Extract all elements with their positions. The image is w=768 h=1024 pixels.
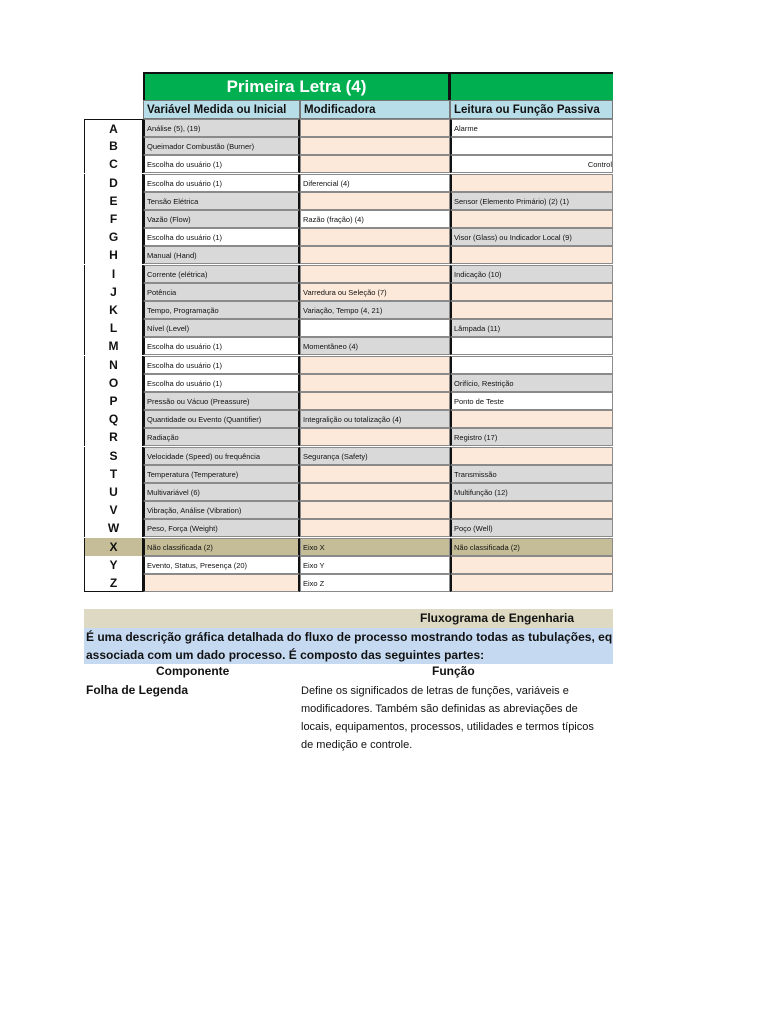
table-cell xyxy=(143,574,300,592)
row-letter-l: L xyxy=(84,319,143,337)
table-cell: Peso, Força (Weight) xyxy=(143,519,300,537)
table-cell: Pressão ou Vácuo (Preassure) xyxy=(143,392,300,410)
row-letter-u: U xyxy=(84,483,143,501)
column-header-readout: Leitura ou Função Passiva xyxy=(450,100,613,119)
table-cell: Queimador Combustão (Burner) xyxy=(143,137,300,155)
table-cell: Control xyxy=(450,155,613,173)
table-cell: Não classificada (2) xyxy=(450,538,613,556)
table-cell: Sensor (Elemento Primário) (2) (1) xyxy=(450,192,613,210)
table-cell xyxy=(300,228,450,246)
section-title: Fluxograma de Engenharia xyxy=(420,611,575,625)
row-letter-x: X xyxy=(84,538,143,556)
table-cell xyxy=(450,283,613,301)
table-cell xyxy=(450,501,613,519)
table-cell: Manual (Hand) xyxy=(143,246,300,264)
table-cell xyxy=(300,319,450,337)
table-cell: Multifunção (12) xyxy=(450,483,613,501)
table-cell: Transmissão xyxy=(450,465,613,483)
table-cell: Não classificada (2) xyxy=(143,538,300,556)
row-letter-s: S xyxy=(84,447,143,465)
column-header-modifier: Modificadora xyxy=(300,100,450,119)
table-cell xyxy=(450,410,613,428)
table-cell: Multivariável (6) xyxy=(143,483,300,501)
table-cell: Varredura ou Seleção (7) xyxy=(300,283,450,301)
table-cell xyxy=(450,356,613,374)
row-letter-n: N xyxy=(84,356,143,374)
row-letter-k: K xyxy=(84,301,143,319)
row-letter-b: B xyxy=(84,137,143,155)
row-letter-z: Z xyxy=(84,574,143,592)
table-cell xyxy=(300,192,450,210)
section-description xyxy=(84,628,613,664)
row-letter-a: A xyxy=(84,119,143,137)
table-cell: Lâmpada (11) xyxy=(450,319,613,337)
row-letter-p: P xyxy=(84,392,143,410)
table-cell xyxy=(300,246,450,264)
table-cell: Escolha do usuário (1) xyxy=(143,228,300,246)
table-cell: Registro (17) xyxy=(450,428,613,446)
row-letter-q: Q xyxy=(84,410,143,428)
row-letter-m: M xyxy=(84,337,143,355)
table-cell xyxy=(300,519,450,537)
table-cell xyxy=(450,337,613,355)
table-cell: Corrente (elétrica) xyxy=(143,265,300,283)
table-cell: Eixo X xyxy=(300,538,450,556)
table-cell xyxy=(300,374,450,392)
second-header-cell xyxy=(451,74,613,100)
row-letter-t: T xyxy=(84,465,143,483)
table-cell: Indicação (10) xyxy=(450,265,613,283)
legend-sheet-name: Folha de Legenda xyxy=(86,683,189,697)
table-cell: Radiação xyxy=(143,428,300,446)
column-header-variable: Variável Medida ou Inicial xyxy=(143,100,300,119)
table-cell xyxy=(300,501,450,519)
table-cell: Diferencial (4) xyxy=(300,174,450,192)
table-cell: Análise (5), (19) xyxy=(143,119,300,137)
table-cell xyxy=(300,265,450,283)
table-cell: Integralição ou totalização (4) xyxy=(300,410,450,428)
row-letter-o: O xyxy=(84,374,143,392)
table-cell: Potência xyxy=(143,283,300,301)
table-cell: Orifício, Restrição xyxy=(450,374,613,392)
row-letter-v: V xyxy=(84,501,143,519)
section-title-band xyxy=(84,609,613,628)
table-cell xyxy=(450,246,613,264)
table-cell: Eixo Y xyxy=(300,556,450,574)
row-letter-g: G xyxy=(84,228,143,246)
table-cell xyxy=(450,137,613,155)
table-cell: Visor (Glass) ou Indicador Local (9) xyxy=(450,228,613,246)
table-cell: Ponto de Teste xyxy=(450,392,613,410)
table-cell xyxy=(450,174,613,192)
table-cell xyxy=(300,119,450,137)
table-cell: Escolha do usuário (1) xyxy=(143,337,300,355)
table-cell: Vibração, Análise (Vibration) xyxy=(143,501,300,519)
row-letter-r: R xyxy=(84,428,143,446)
legend-sheet-function: Define os significados de letras de funções, variáveis e modificadores. Também são definidas as abreviações de locais, equipamentos, processos, utilidades e termos típicos de medição e controle. xyxy=(301,685,594,751)
table-cell xyxy=(300,428,450,446)
first-letter-header: Primeira Letra (4) xyxy=(145,74,448,100)
description-line-2: associada com um dado processo. É composto das seguintes partes: xyxy=(86,648,485,662)
table-cell xyxy=(300,392,450,410)
table-cell xyxy=(300,137,450,155)
table-cell xyxy=(300,465,450,483)
table-cell: Tensão Elétrica xyxy=(143,192,300,210)
row-letter-h: H xyxy=(84,246,143,264)
table-cell: Vazão (Flow) xyxy=(143,210,300,228)
table-cell: Escolha do usuário (1) xyxy=(143,155,300,173)
table-cell xyxy=(450,556,613,574)
table-cell: Segurança (Safety) xyxy=(300,447,450,465)
row-letter-i: I xyxy=(84,265,143,283)
component-header: Componente xyxy=(156,664,230,678)
table-cell: Temperatura (Temperature) xyxy=(143,465,300,483)
table-cell: Escolha do usuário (1) xyxy=(143,374,300,392)
table-cell: Variação, Tempo (4, 21) xyxy=(300,301,450,319)
function-header: Função xyxy=(432,664,475,678)
row-letter-c: C xyxy=(84,155,143,173)
table-cell: Velocidade (Speed) ou frequência xyxy=(143,447,300,465)
table-cell: Alarme xyxy=(450,119,613,137)
table-cell xyxy=(300,155,450,173)
table-cell: Nível (Level) xyxy=(143,319,300,337)
table-cell: Momentâneo (4) xyxy=(300,337,450,355)
table-cell: Escolha do usuário (1) xyxy=(143,174,300,192)
table-cell: Quantidade ou Evento (Quantifier) xyxy=(143,410,300,428)
row-letter-d: D xyxy=(84,174,143,192)
row-letter-e: E xyxy=(84,192,143,210)
row-letter-w: W xyxy=(84,519,143,537)
table-cell: Evento, Status, Presença (20) xyxy=(143,556,300,574)
row-letter-j: J xyxy=(84,283,143,301)
table-cell xyxy=(450,447,613,465)
table-cell: Escolha do usuário (1) xyxy=(143,356,300,374)
table-cell xyxy=(300,483,450,501)
description-line-1: É uma descrição gráfica detalhada do fluxo de processo mostrando todas as tubulações, eq xyxy=(86,630,613,644)
table-cell: Razão (fração) (4) xyxy=(300,210,450,228)
table-cell: Eixo Z xyxy=(300,574,450,592)
row-letter-y: Y xyxy=(84,556,143,574)
table-cell xyxy=(450,301,613,319)
table-cell xyxy=(450,210,613,228)
table-cell: Tempo, Programação xyxy=(143,301,300,319)
table-cell: Poço (Well) xyxy=(450,519,613,537)
table-cell xyxy=(300,356,450,374)
table-cell xyxy=(450,574,613,592)
row-letter-f: F xyxy=(84,210,143,228)
